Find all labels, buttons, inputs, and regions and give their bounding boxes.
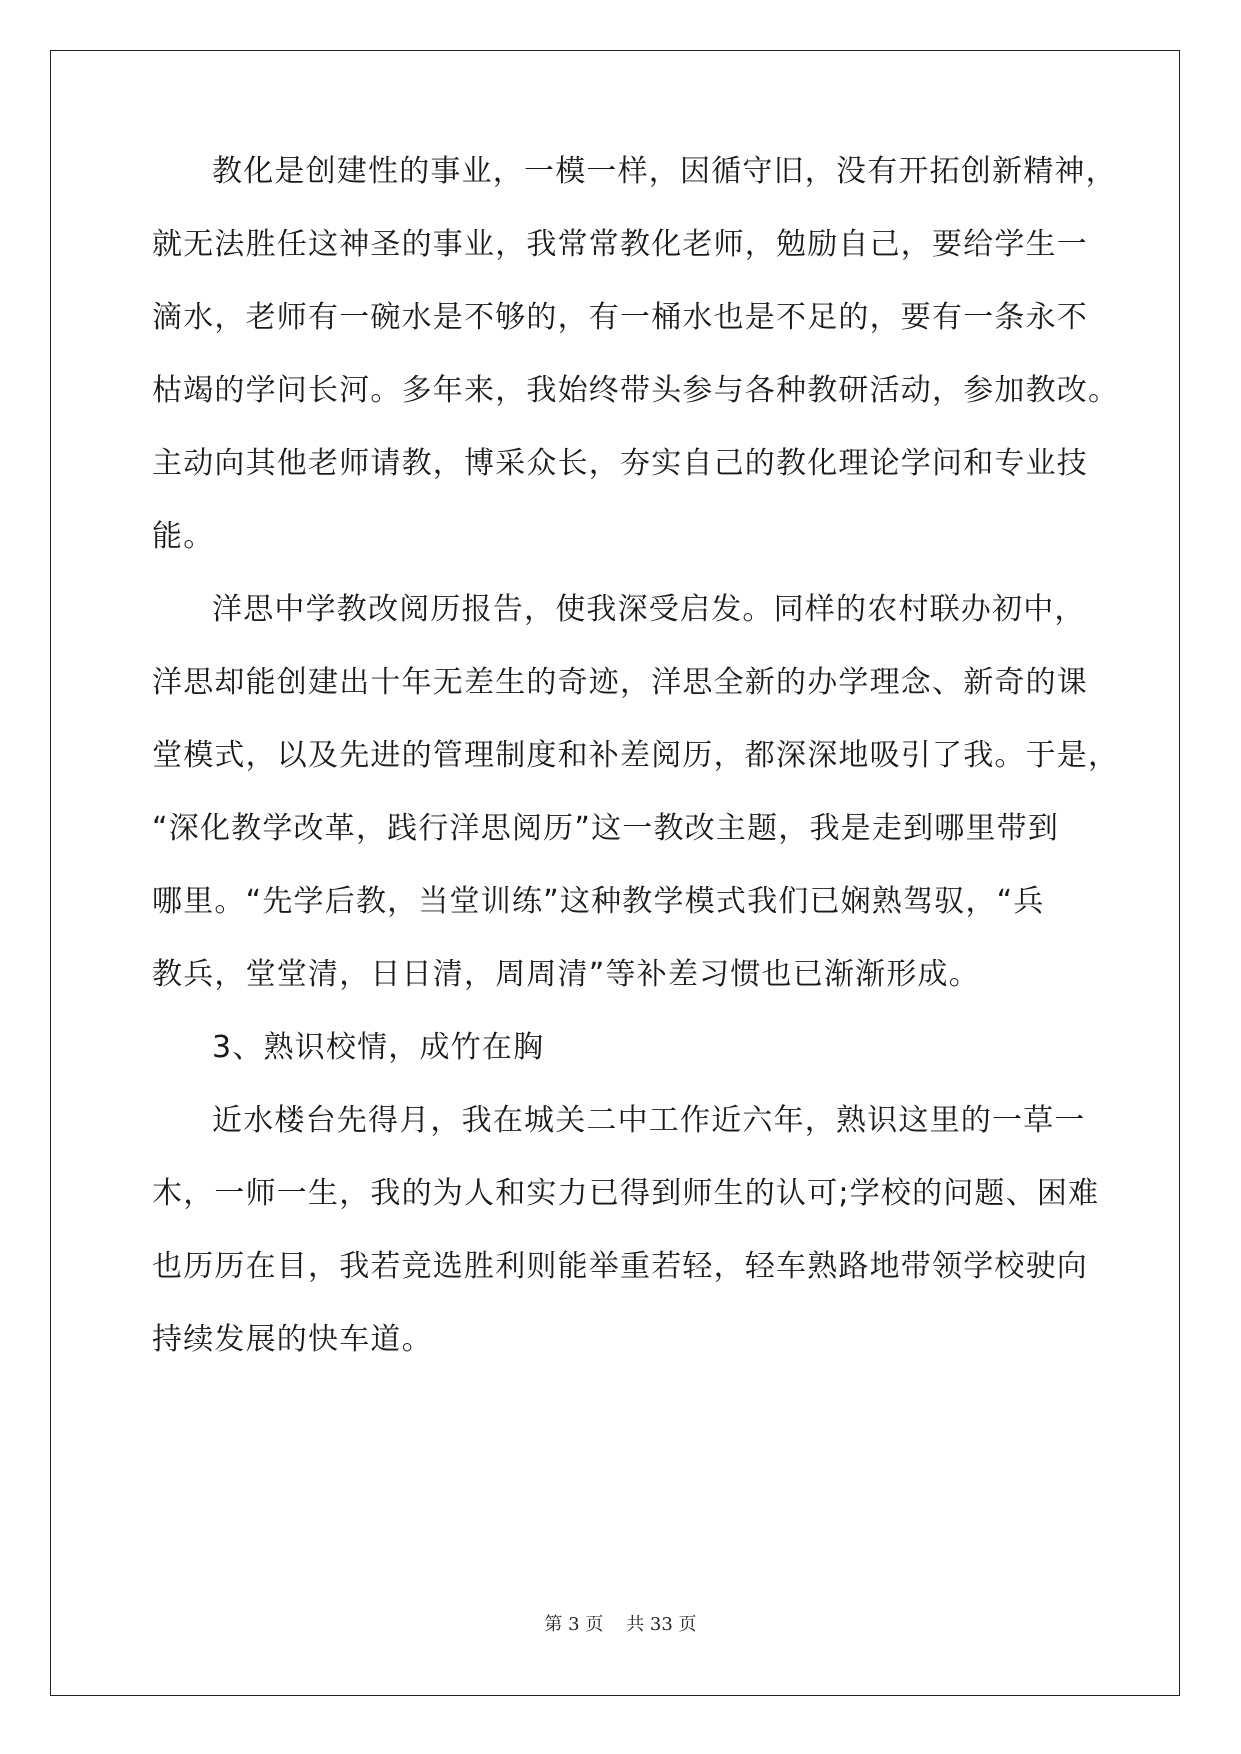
paragraph-line: 教兵，堂堂清，日日清，周周清”等补差习惯也已渐渐形成。: [152, 957, 980, 992]
paragraph-line: 堂模式，以及先进的管理制度和补差阅历，都深深地吸引了我。于是，: [152, 738, 1120, 773]
paragraph-line: 洋思却能创建出十年无差生的奇迹，洋思全新的办学理念、新奇的课: [152, 665, 1088, 700]
paragraph-line: 持续发展的快车道。: [152, 1322, 433, 1357]
paragraph-line: 滴水，老师有一碗水是不够的，有一桶水也是不足的，要有一条永不: [152, 300, 1088, 335]
paragraph-line: 木，一师一生，我的为人和实力已得到师生的认可;学校的问题、困难: [152, 1176, 1100, 1211]
paragraph-line: 哪里。“先学后教，当堂训练”这种教学模式我们已娴熟驾驭，“兵: [152, 884, 1045, 919]
paragraph-line: 主动向其他老师请教，博采众长，夯实自己的教化理论学问和专业技: [152, 446, 1088, 481]
section-heading: 3、熟识校情，成竹在胸: [212, 1030, 545, 1065]
paragraph-line: 近水楼台先得月，我在城关二中工作近六年，熟识这里的一草一: [212, 1103, 1086, 1138]
paragraph-line: 教化是创建性的事业，一模一样，因循守旧，没有开拓创新精神，: [212, 154, 1117, 189]
paragraph-line: 能。: [152, 519, 215, 554]
page-border: [50, 50, 1180, 1696]
paragraph-line: 就无法胜任这神圣的事业，我常常教化老师，勉励自己，要给学生一: [152, 227, 1088, 262]
paragraph-line: 枯竭的学问长河。多年来，我始终带头参与各种教研活动，参加教改。: [152, 373, 1120, 408]
page-number-footer: 第 3 页 共 33 页: [544, 1614, 697, 1635]
paragraph-line: “深化教学改革，践行洋思阅历”这一教改主题，我是走到哪里带到: [152, 811, 1060, 846]
paragraph-line: 也历历在目，我若竞选胜利则能举重若轻，轻车熟路地带领学校驶向: [152, 1249, 1088, 1284]
paragraph-line: 洋思中学教改阅历报告，使我深受启发。同样的农村联办初中，: [212, 592, 1086, 627]
